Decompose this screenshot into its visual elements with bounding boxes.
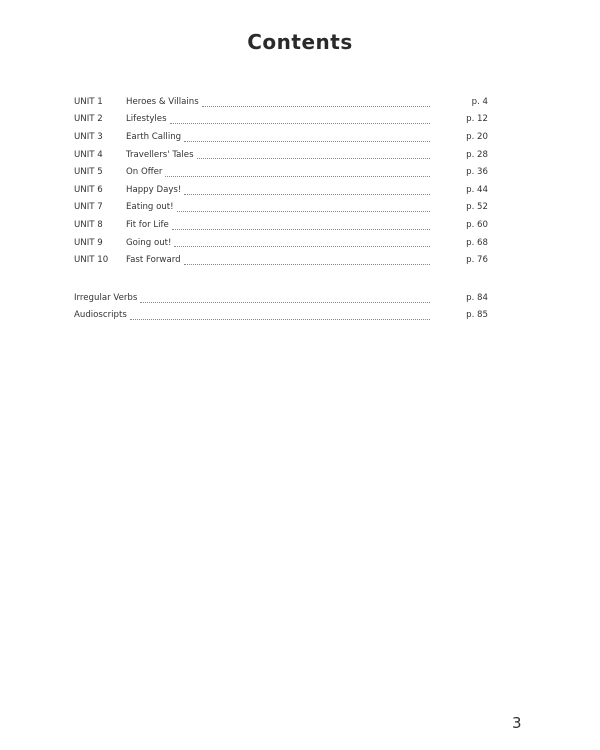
page-reference: p. 68 xyxy=(466,237,488,248)
dot-leader xyxy=(170,113,430,124)
unit-label: UNIT 3 xyxy=(74,131,103,142)
unit-label: UNIT 1 xyxy=(74,96,103,107)
dot-leader xyxy=(172,219,430,230)
unit-label: UNIT 2 xyxy=(74,114,103,125)
unit-title: Fit for Life xyxy=(126,219,169,230)
toc-entry-unit-6[interactable] xyxy=(74,181,488,199)
toc-entry-unit-2[interactable] xyxy=(74,111,488,129)
page-title: Contents xyxy=(247,30,353,54)
dot-leader xyxy=(202,96,430,107)
toc-entry-unit-9[interactable] xyxy=(74,234,488,252)
unit-label: UNIT 5 xyxy=(74,167,103,178)
unit-title: Earth Calling xyxy=(126,131,182,142)
page-reference: p. 28 xyxy=(466,149,488,160)
toc-entry-unit-7[interactable] xyxy=(74,199,488,217)
toc-entry-irregular-verbs[interactable] xyxy=(74,289,488,307)
unit-title: Fast Forward xyxy=(126,255,181,266)
page-reference: p. 85 xyxy=(466,310,488,321)
toc-entry-unit-1[interactable] xyxy=(74,93,488,111)
toc-entry-unit-4[interactable] xyxy=(74,146,488,164)
page-reference: p. 76 xyxy=(466,255,488,266)
unit-label: UNIT 6 xyxy=(74,184,103,195)
unit-label: UNIT 10 xyxy=(74,255,109,266)
dot-leader xyxy=(184,254,430,265)
page-reference: p. 52 xyxy=(466,202,488,213)
page-reference: p. 4 xyxy=(471,96,488,107)
toc-entry-unit-10[interactable] xyxy=(74,251,488,269)
dot-leader xyxy=(184,184,430,195)
table-of-contents xyxy=(74,93,488,324)
toc-entry-unit-3[interactable] xyxy=(74,128,488,146)
unit-title: On Offer xyxy=(126,167,163,178)
unit-title: Going out! xyxy=(126,237,172,248)
section-spacer xyxy=(74,269,488,289)
unit-title: Lifestyles xyxy=(126,114,167,125)
toc-entry-audioscripts[interactable] xyxy=(74,307,488,325)
unit-title: Heroes & Villains xyxy=(126,96,199,107)
dot-leader xyxy=(197,148,430,159)
dot-leader xyxy=(165,166,430,177)
page-reference: p. 84 xyxy=(466,292,488,303)
page-reference: p. 12 xyxy=(466,114,488,125)
appendix-title: Audioscripts xyxy=(74,310,127,321)
unit-label: UNIT 4 xyxy=(74,149,103,160)
page-reference: p. 20 xyxy=(466,131,488,142)
toc-entry-unit-5[interactable] xyxy=(74,163,488,181)
dot-leader xyxy=(174,236,430,247)
dot-leader xyxy=(140,292,430,303)
unit-title: Eating out! xyxy=(126,202,174,213)
page-reference: p. 44 xyxy=(466,184,488,195)
unit-title: Happy Days! xyxy=(126,184,182,195)
page-reference: p. 60 xyxy=(466,219,488,230)
dot-leader xyxy=(184,131,430,142)
toc-entry-unit-8[interactable] xyxy=(74,216,488,234)
dot-leader xyxy=(130,309,430,320)
unit-label: UNIT 8 xyxy=(74,219,103,230)
unit-label: UNIT 9 xyxy=(74,237,103,248)
page-reference: p. 36 xyxy=(466,167,488,178)
dot-leader xyxy=(177,201,430,212)
unit-title: Travellers' Tales xyxy=(126,149,194,160)
page-number: 3 xyxy=(512,714,522,732)
unit-label: UNIT 7 xyxy=(74,202,103,213)
appendix-title: Irregular Verbs xyxy=(74,292,138,303)
